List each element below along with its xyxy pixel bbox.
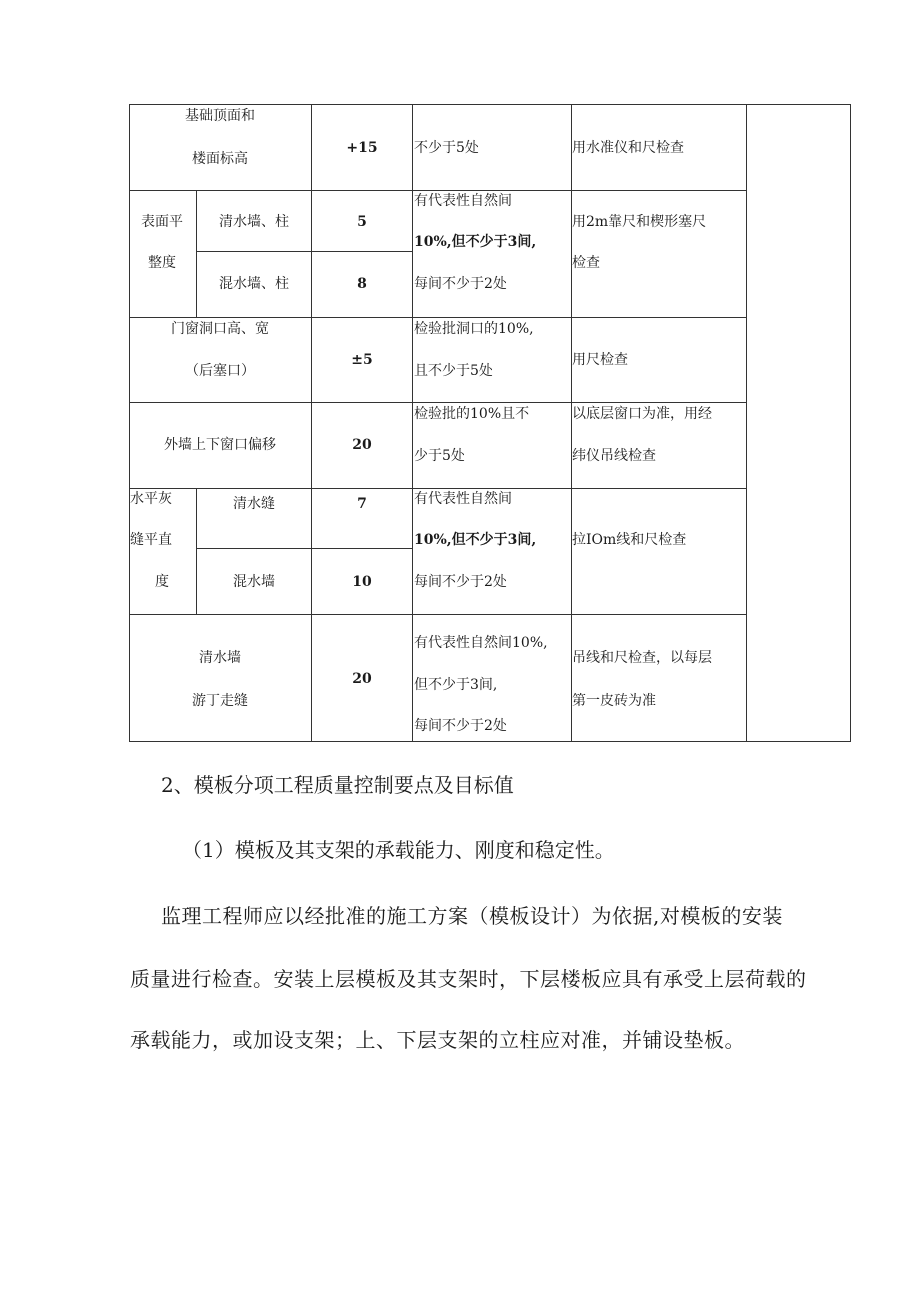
row3-method: 用尺检查	[572, 352, 628, 368]
table-border-right	[850, 104, 851, 742]
row4-method-line1: 以底层窗口为准，用经	[572, 406, 712, 422]
section-subheading: （1）模板及其支架的承载能力、刚度和稳定性。	[182, 838, 615, 862]
row6-item-line2: 游丁走缝	[192, 693, 248, 709]
row3-value: ±5	[351, 352, 373, 368]
row6-method-line1: 吊线和尺检查，以每层	[572, 650, 712, 666]
table-row-line	[129, 190, 747, 191]
row4-item: 外墙上下窗口偏移	[164, 437, 276, 453]
row2-method-line1: 用2m靠尺和楔形塞尺	[572, 214, 707, 230]
table-col-line	[412, 104, 413, 742]
row5-qty-line1: 有代表性自然间	[414, 491, 512, 507]
row4-qty-line1: 检验批的10%且不	[414, 406, 530, 422]
row1-qty: 不少于5处	[414, 140, 479, 156]
table-col-line	[311, 104, 312, 742]
row1-method: 用水准仪和尺检查	[572, 140, 684, 156]
row2-qty-line1: 有代表性自然间	[414, 193, 512, 209]
row5-sub2: 混水墙	[233, 574, 275, 590]
table-subcol-line	[196, 190, 197, 318]
row2-qty-line3: 每间不少于2处	[414, 276, 507, 292]
row2-sub2: 混水墙、柱	[219, 276, 289, 292]
table-col-line	[746, 104, 747, 742]
table-border-bottom	[129, 741, 851, 742]
inspection-table	[129, 104, 851, 742]
table-subcol-line	[196, 488, 197, 614]
paragraph-line-3: 承载能力，或加设支架；上、下层支架的立柱应对准，并铺设垫板。	[130, 1028, 745, 1052]
row5-method: 拉IOm线和尺检查	[572, 532, 687, 548]
row5-sub1: 清水缝	[233, 496, 275, 512]
row3-qty-line1: 检验批洞口的10%,	[414, 321, 534, 337]
row6-method-line2: 第一皮砖为准	[572, 693, 656, 709]
table-border-top	[129, 104, 851, 105]
paragraph-line-2: 质量进行检查。安装上层模板及其支架时，下层楼板应具有承受上层荷载的	[130, 967, 807, 991]
row1-value: +15	[346, 140, 378, 156]
row2-value1: 5	[357, 214, 367, 230]
row2-sub1: 清水墙、柱	[219, 214, 289, 230]
row3-qty-line2: 且不少于5处	[414, 363, 493, 379]
row4-value: 20	[352, 437, 372, 453]
table-row-line	[129, 488, 747, 489]
row2-qty-line2: 10%,但不少于3间,	[414, 234, 537, 250]
table-col-line	[571, 104, 572, 742]
row5-value1: 7	[357, 496, 367, 512]
table-row-line	[196, 251, 412, 252]
paragraph-line-1: 监理工程师应以经批准的施工方案（模板设计）为依据,对模板的安装	[161, 904, 783, 928]
table-border-left	[129, 104, 130, 742]
row6-qty-line3: 每间不少于2处	[414, 718, 507, 734]
row1-item-line2: 楼面标高	[192, 151, 248, 167]
row6-qty-line2: 但不少于3间,	[414, 677, 498, 693]
row3-item-line2: （后塞口）	[185, 363, 255, 379]
row4-qty-line2: 少于5处	[414, 448, 465, 464]
row2-group-line1: 表面平	[141, 214, 183, 230]
row6-value: 20	[352, 671, 372, 687]
table-row-line	[129, 402, 747, 403]
table-row-line	[129, 317, 747, 318]
row5-value2: 10	[352, 574, 372, 590]
row5-group-line3: 度	[155, 574, 169, 590]
row4-method-line2: 纬仪吊线检查	[572, 448, 656, 464]
row2-value2: 8	[357, 276, 367, 292]
row5-qty-line2: 10%,但不少于3间,	[414, 532, 537, 548]
row5-group-line2: 缝平直	[130, 532, 172, 548]
row1-item-line1: 基础顶面和	[185, 108, 255, 124]
table-row-line	[196, 548, 412, 549]
table-row-line	[129, 614, 747, 615]
row6-item-line1: 清水墙	[199, 650, 241, 666]
row5-qty-line3: 每间不少于2处	[414, 574, 507, 590]
row5-group-line1: 水平灰	[130, 491, 172, 507]
section-heading: 2、模板分项工程质量控制要点及目标值	[161, 773, 514, 797]
row2-group-line2: 整度	[148, 255, 176, 271]
row2-method-line2: 检查	[572, 255, 600, 271]
row6-qty-line1: 有代表性自然间10%,	[414, 635, 548, 651]
row3-item-line1: 门窗洞口高、宽	[171, 321, 269, 337]
